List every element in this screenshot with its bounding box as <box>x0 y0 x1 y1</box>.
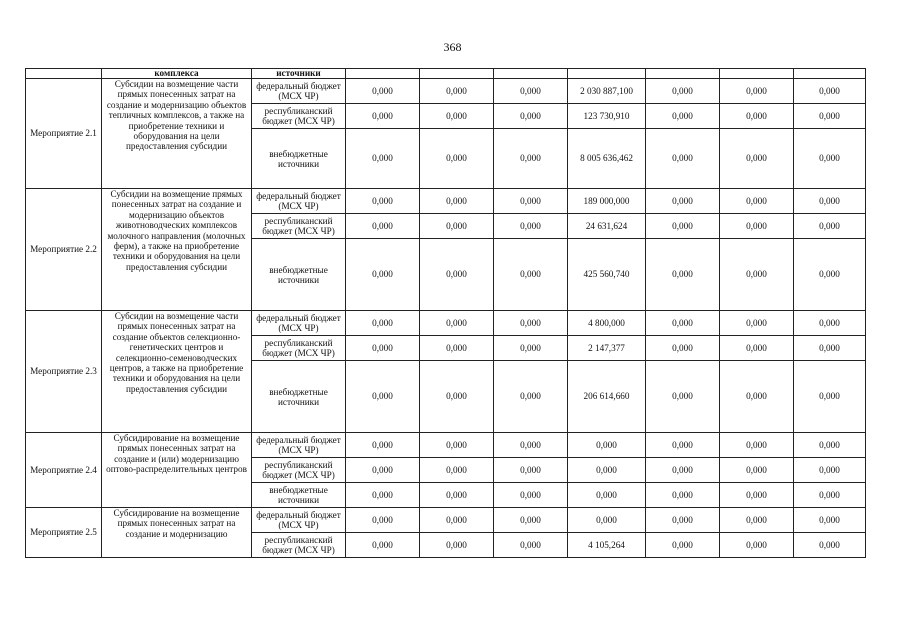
value-cell: 0,000 <box>494 483 568 508</box>
funding-source: республиканский бюджет (МСХ ЧР) <box>252 214 346 239</box>
value-cell: 0,000 <box>794 361 866 433</box>
funding-source: республиканский бюджет (МСХ ЧР) <box>252 533 346 558</box>
value-cell: 0,000 <box>346 104 420 129</box>
value-cell: 0,000 <box>494 129 568 189</box>
value-cell: 0,000 <box>646 189 720 214</box>
value-cell: 0,000 <box>794 129 866 189</box>
value-cell: 0,000 <box>420 79 494 104</box>
value-cell: 0,000 <box>646 129 720 189</box>
measure-label: Мероприятие 2.3 <box>26 311 102 433</box>
value-cell: 0,000 <box>346 129 420 189</box>
value-cell: 0,000 <box>720 433 794 458</box>
funding-source: внебюджетные источники <box>252 239 346 311</box>
measure-label: Мероприятие 2.1 <box>26 79 102 189</box>
value-cell: 0,000 <box>794 104 866 129</box>
value-cell: 0,000 <box>794 79 866 104</box>
value-cell: 189 000,000 <box>568 189 646 214</box>
value-cell: 0,000 <box>346 433 420 458</box>
value-cell: 0,000 <box>794 458 866 483</box>
funding-source: федеральный бюджет (МСХ ЧР) <box>252 311 346 336</box>
value-cell: 425 560,740 <box>568 239 646 311</box>
header-cell-description: комплекса <box>102 69 252 79</box>
value-cell: 0,000 <box>494 336 568 361</box>
header-cell-value <box>568 69 646 79</box>
value-cell: 0,000 <box>646 79 720 104</box>
value-cell: 0,000 <box>720 79 794 104</box>
value-cell: 0,000 <box>494 79 568 104</box>
value-cell: 206 614,660 <box>568 361 646 433</box>
header-cell-value <box>794 69 866 79</box>
value-cell: 0,000 <box>420 458 494 483</box>
value-cell: 0,000 <box>494 508 568 533</box>
header-cell-label <box>26 69 102 79</box>
value-cell: 0,000 <box>720 214 794 239</box>
value-cell: 0,000 <box>420 336 494 361</box>
value-cell: 2 030 887,100 <box>568 79 646 104</box>
value-cell: 8 005 636,462 <box>568 129 646 189</box>
value-cell: 0,000 <box>646 433 720 458</box>
value-cell: 0,000 <box>646 239 720 311</box>
value-cell: 2 147,377 <box>568 336 646 361</box>
header-cell-value <box>346 69 420 79</box>
value-cell: 123 730,910 <box>568 104 646 129</box>
value-cell: 0,000 <box>346 483 420 508</box>
funding-source: республиканский бюджет (МСХ ЧР) <box>252 104 346 129</box>
value-cell: 0,000 <box>646 508 720 533</box>
value-cell: 0,000 <box>494 433 568 458</box>
header-cell-value <box>646 69 720 79</box>
value-cell: 0,000 <box>720 533 794 558</box>
page-number: 368 <box>443 40 462 54</box>
table-row <box>26 508 866 533</box>
value-cell: 0,000 <box>494 189 568 214</box>
value-cell: 0,000 <box>420 483 494 508</box>
value-cell: 0,000 <box>720 483 794 508</box>
value-cell: 0,000 <box>494 311 568 336</box>
value-cell: 0,000 <box>568 433 646 458</box>
value-cell: 0,000 <box>720 129 794 189</box>
value-cell: 0,000 <box>794 239 866 311</box>
value-cell: 0,000 <box>720 336 794 361</box>
value-cell: 0,000 <box>494 458 568 483</box>
funding-source: внебюджетные источники <box>252 129 346 189</box>
table-row <box>26 433 866 458</box>
value-cell: 0,000 <box>420 104 494 129</box>
value-cell: 0,000 <box>794 508 866 533</box>
value-cell: 0,000 <box>346 458 420 483</box>
measure-description: Субсидирование на возмещение прямых понесенных затрат на создание и модернизацию <box>102 508 252 558</box>
value-cell: 0,000 <box>494 361 568 433</box>
value-cell: 0,000 <box>646 104 720 129</box>
value-cell: 0,000 <box>420 311 494 336</box>
funding-source: федеральный бюджет (МСХ ЧР) <box>252 79 346 104</box>
value-cell: 0,000 <box>494 214 568 239</box>
value-cell: 0,000 <box>346 214 420 239</box>
value-cell: 24 631,624 <box>568 214 646 239</box>
value-cell: 0,000 <box>720 104 794 129</box>
funding-source: республиканский бюджет (МСХ ЧР) <box>252 336 346 361</box>
funding-source: федеральный бюджет (МСХ ЧР) <box>252 508 346 533</box>
value-cell: 0,000 <box>494 239 568 311</box>
value-cell: 0,000 <box>646 311 720 336</box>
value-cell: 0,000 <box>794 336 866 361</box>
funding-source: внебюджетные источники <box>252 483 346 508</box>
value-cell: 0,000 <box>794 533 866 558</box>
value-cell: 0,000 <box>420 508 494 533</box>
funding-source: федеральный бюджет (МСХ ЧР) <box>252 189 346 214</box>
table-row <box>26 79 866 104</box>
value-cell: 0,000 <box>720 508 794 533</box>
funding-source: республиканский бюджет (МСХ ЧР) <box>252 458 346 483</box>
funding-source: федеральный бюджет (МСХ ЧР) <box>252 433 346 458</box>
value-cell: 0,000 <box>720 189 794 214</box>
value-cell: 0,000 <box>646 214 720 239</box>
value-cell: 0,000 <box>346 189 420 214</box>
value-cell: 0,000 <box>494 104 568 129</box>
measure-label: Мероприятие 2.4 <box>26 433 102 508</box>
header-row <box>26 69 866 79</box>
measure-description: Субсидирование на возмещение прямых понесенных затрат на создание и (или) модернизацию оптово-распределительных центров <box>102 433 252 508</box>
measure-label: Мероприятие 2.2 <box>26 189 102 311</box>
header-cell-value <box>420 69 494 79</box>
value-cell: 0,000 <box>420 189 494 214</box>
value-cell: 0,000 <box>346 361 420 433</box>
measure-label: Мероприятие 2.5 <box>26 508 102 558</box>
header-cell-value <box>720 69 794 79</box>
value-cell: 0,000 <box>794 483 866 508</box>
value-cell: 0,000 <box>720 361 794 433</box>
value-cell: 0,000 <box>346 79 420 104</box>
value-cell: 0,000 <box>646 336 720 361</box>
value-cell: 0,000 <box>346 336 420 361</box>
value-cell: 0,000 <box>794 433 866 458</box>
value-cell: 0,000 <box>720 311 794 336</box>
value-cell: 0,000 <box>346 533 420 558</box>
value-cell: 0,000 <box>346 311 420 336</box>
value-cell: 0,000 <box>346 239 420 311</box>
value-cell: 4 800,000 <box>568 311 646 336</box>
value-cell: 0,000 <box>420 361 494 433</box>
measure-description: Субсидии на возмещение прямых понесенных затрат на создание и модернизацию объектов животноводческих комплексов молочного направления (молочных ферм), а также на приобретение техники и оборудования на цели предоставления субсидии <box>102 189 252 311</box>
value-cell: 0,000 <box>720 239 794 311</box>
value-cell: 0,000 <box>794 311 866 336</box>
value-cell: 0,000 <box>420 239 494 311</box>
table-row <box>26 311 866 336</box>
value-cell: 0,000 <box>346 508 420 533</box>
budget-table <box>25 68 866 558</box>
value-cell: 0,000 <box>420 433 494 458</box>
value-cell: 0,000 <box>720 458 794 483</box>
value-cell: 0,000 <box>420 214 494 239</box>
measure-description: Субсидии на возмещение части прямых понесенных затрат на создание объектов селекционно-генетических центров и селекционно-семеноводческих центров, а также на приобретение техники и оборудования на цели предоставления субсидии <box>102 311 252 433</box>
value-cell: 4 105,264 <box>568 533 646 558</box>
value-cell: 0,000 <box>646 458 720 483</box>
value-cell: 0,000 <box>568 458 646 483</box>
header-cell-source: источники <box>252 69 346 79</box>
value-cell: 0,000 <box>646 483 720 508</box>
measure-description: Субсидии на возмещение части прямых понесенных затрат на создание и модернизацию объектов тепличных комплексов, а также на приобретение техники и оборудования на цели предоставления субсидии <box>102 79 252 189</box>
header-cell-value <box>494 69 568 79</box>
value-cell: 0,000 <box>568 508 646 533</box>
value-cell: 0,000 <box>794 214 866 239</box>
funding-source: внебюджетные источники <box>252 361 346 433</box>
value-cell: 0,000 <box>494 533 568 558</box>
value-cell: 0,000 <box>646 361 720 433</box>
value-cell: 0,000 <box>420 533 494 558</box>
value-cell: 0,000 <box>646 533 720 558</box>
value-cell: 0,000 <box>794 189 866 214</box>
table-row <box>26 189 866 214</box>
value-cell: 0,000 <box>420 129 494 189</box>
value-cell: 0,000 <box>568 483 646 508</box>
